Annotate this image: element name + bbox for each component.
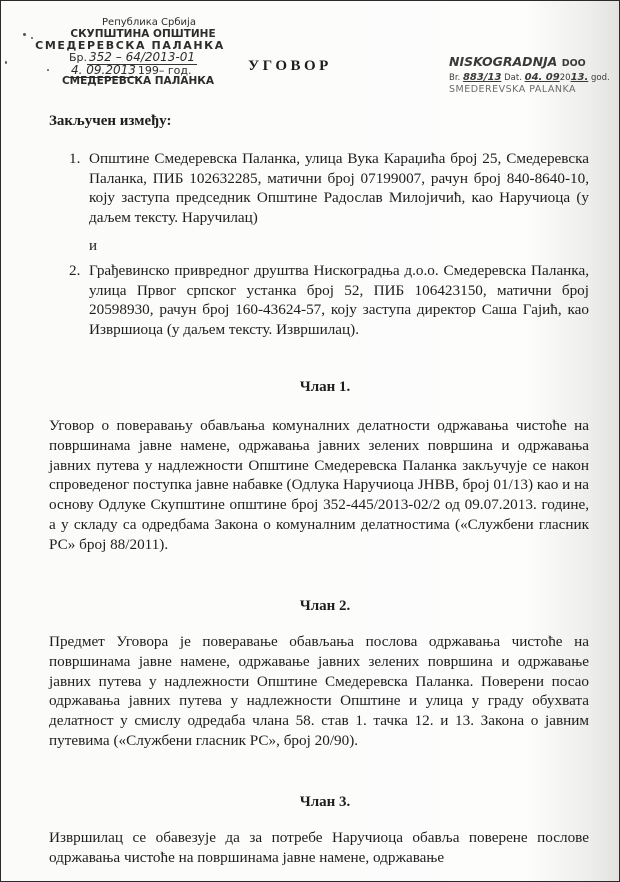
article-3-title: Члан 3. — [299, 794, 351, 810]
stamp-city: СМЕДЕРЕВСКА ПАЛАНКА — [61, 75, 215, 88]
stamp-company-line — [449, 54, 619, 69]
party-1 — [69, 149, 589, 227]
party-text: Општине Смедеревска Паланка, улица Вука Караџића број 25, Смедеревска Паланка, ПИБ 102632285, матични број 07199007, рачун број 840-8640-10, коју заступа председник Општине Радослав Милојичић, као Наручиоца (у даљем тексту. Наручилац) — [89, 150, 589, 226]
stamp-company-name: NISKOGRADNJA — [449, 54, 558, 69]
stamp-assembly: СКУПШТИНА ОПШТИНЕ — [70, 27, 216, 40]
stamp-br-handwritten: 883/13 — [462, 72, 502, 83]
party-2 — [69, 261, 589, 339]
party-number: 1. — [69, 150, 81, 167]
stamp-municipality: СМЕДЕРЕВСКА ПАЛАНКА — [35, 38, 225, 52]
party-number: 2. — [69, 262, 81, 279]
municipality-registry-stamp — [35, 17, 229, 88]
stamp-dat-prefix: Dat. — [504, 73, 522, 83]
scan-speck — [23, 33, 26, 36]
stamp-date-handwritten: 4. 09.2013 — [71, 62, 136, 77]
stamp-god-suffix: god. — [590, 73, 610, 83]
document-title: УГОВОР — [248, 58, 332, 74]
stamp-date-suffix: 199– год. — [137, 63, 192, 77]
company-registry-stamp — [449, 54, 619, 95]
stamp-number-prefix: Бр. — [69, 51, 88, 65]
stamp-number-handwritten: 352 – 64/2013-01 — [89, 50, 196, 65]
article-3-text: Извршилац се обавезује да за потребе Наручиоца обавља поверене послове одржавања чистоће на површинама јавне намене, одржавање — [49, 829, 589, 866]
stamp-year-handwritten: 13. — [570, 72, 589, 83]
stamp-number-date-line — [449, 72, 619, 83]
stamp-dat-handwritten: 04. 09 — [524, 72, 560, 83]
stamp-company-suffix: DOO — [561, 58, 586, 69]
party-text: Грађевинско привредног друштва Нискоградња д.о.о. Смедеревска Паланка, улица Првог српског устанка број 52, ПИБ 106423150, матични број 20598930, рачун број 160-43624-57, коју заступа директор Саша Гајић, као Извршиоца (у даљем тексту. Извршилац). — [89, 262, 589, 338]
stamp-republic: Република Србија — [102, 17, 196, 28]
conjunction-and: и — [89, 238, 98, 254]
article-1-text: Уговор о поверавању обављања комуналних делатности одржавања чистоће на површинама јавне намене, одржавања јавних зелених површина и одржавања јавних путева у надлежности Општине Смедеревска Паланка закључује се након спроведеног поступка јавне набавке (Одлука Наручиоца ЈНВВ, број 01/13) као и на основу Одлуке Скупштине општине број 352-445/2013-02/2 од 09.07.2013. године, а у складу са одредбама Закона о комуналним делатностима («Службени гласник РС» број 88/2011). — [49, 417, 589, 553]
stamp-br-prefix: Br. — [449, 73, 461, 83]
article-2-text: Предмет Уговора је поверавање обављања послова одржавања чистоће на површинама јавне намене, одржавање јавних зелених површина и одржавање јавних путева у надлежности Општине Смедеревска Паланка. Поверени посао одржавања јавних путева у надлежности Општине и улица у граду обухвата делатност у смислу одредаба члана 58. став 1. тачка 12. и 13. Закона о јавним путевима («Службени гласник РС», број 20/90). — [49, 633, 589, 749]
stamp-year-prefix: 20 — [559, 73, 571, 83]
article-2-title: Члан 2. — [299, 598, 351, 614]
article-1-title: Члан 1. — [299, 379, 351, 395]
concluded-between-heading: Закључен између: — [49, 113, 172, 129]
stamp-company-city: SMEDEREVSKA PALANKA — [449, 84, 577, 95]
